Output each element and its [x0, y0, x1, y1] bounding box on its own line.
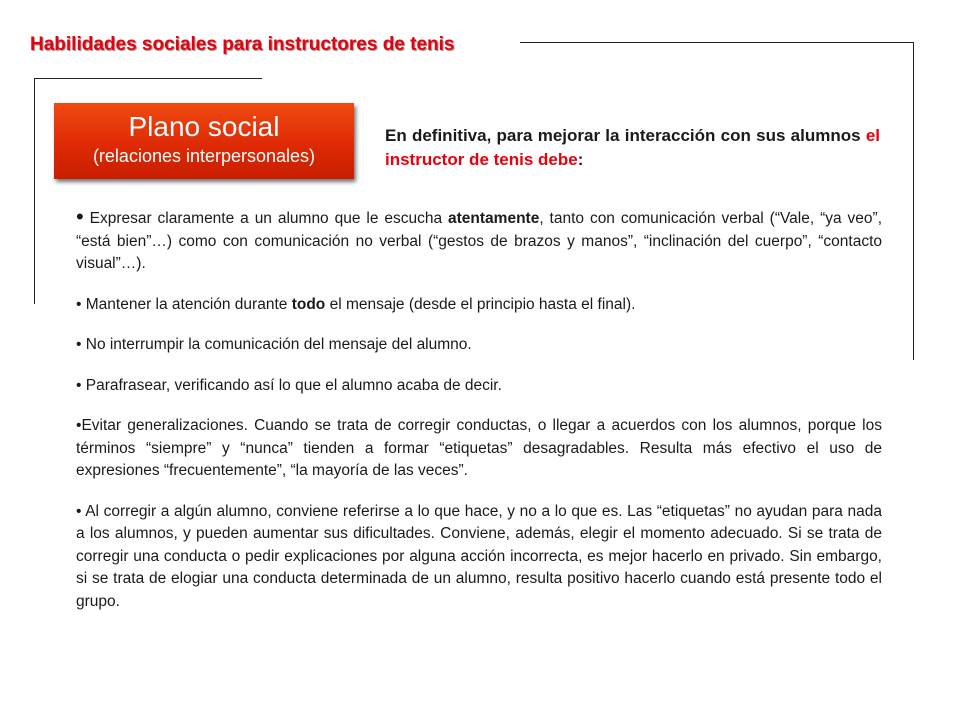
- intro-highlight: el instructor de tenis debe: [385, 126, 880, 169]
- bullet: •: [76, 295, 82, 313]
- intro-colon: :: [577, 150, 584, 169]
- frame-top-left-rule: [34, 78, 262, 79]
- list-item: [76, 375, 882, 398]
- item-text: el mensaje (desde el principio hasta el final).: [325, 295, 636, 313]
- intro-text: En definitiva, para mejorar la interacción con sus alumnos: [385, 126, 866, 145]
- recommendations-list: [76, 206, 882, 631]
- bullet: •: [76, 204, 84, 229]
- frame-left-border: [34, 78, 35, 304]
- section-badge: [54, 103, 354, 179]
- list-item: [76, 334, 882, 357]
- list-item: [76, 501, 882, 614]
- frame-right-border: [913, 42, 914, 360]
- item-text: Al corregir a algún alumno, conviene referirse a lo que hace, y no a lo que es. Las “etiquetas” no ayudan para nada a los alumnos, y pueden aumentar sus dificultades. Conviene, además, elegir el momento adecuado. Si se trata de corregir una conducta o pedir explicaciones por alguna acción incorrecta, es mejor hacerlo en privado. Sin embargo, si se trata de elogiar una conducta determinada de un alumno, resulta positivo hacerlo cuando está presente todo el grupo.: [76, 502, 882, 610]
- bullet: •: [76, 376, 82, 394]
- header-rule: [520, 42, 914, 43]
- bullet: •: [76, 417, 82, 434]
- badge-subtitle: (relaciones interpersonales): [92, 146, 316, 166]
- badge-title: Plano social: [128, 111, 280, 142]
- item-text: Mantener la atención durante: [81, 295, 292, 313]
- item-emphasis: atentamente: [448, 210, 540, 227]
- item-text: , tanto con comunicación verbal (“Vale, “ya veo”, “está bien”…) como con comunicación no verbal (“gestos de brazos y manos”, “inclinación del cuerpo”, “contacto visual”…).: [76, 210, 882, 272]
- list-item: [76, 206, 882, 276]
- bullet: •: [76, 502, 82, 520]
- item-text: Expresar claramente a un alumno que le escucha: [83, 210, 449, 227]
- page-title: Habilidades sociales para instructores de tenis: [30, 34, 455, 55]
- list-item: [76, 415, 882, 483]
- intro-paragraph: [385, 124, 880, 172]
- bullet: •: [76, 336, 82, 353]
- list-item: [76, 294, 882, 317]
- item-text: Evitar generalizaciones. Cuando se trata de corregir conductas, o llegar a acuerdos con los alumnos, porque los términos “siempre” y “nunca” tienden a formar “etiquetas” desagradables. Resulta más efectivo el uso de expresiones “frecuentemente”, “la mayoría de las veces”.: [76, 417, 882, 479]
- item-text: Parafrasear, verificando así lo que el alumno acaba de decir.: [81, 376, 502, 394]
- item-text: No interrumpir la comunicación del mensaje del alumno.: [81, 336, 472, 353]
- item-emphasis: todo: [291, 295, 326, 313]
